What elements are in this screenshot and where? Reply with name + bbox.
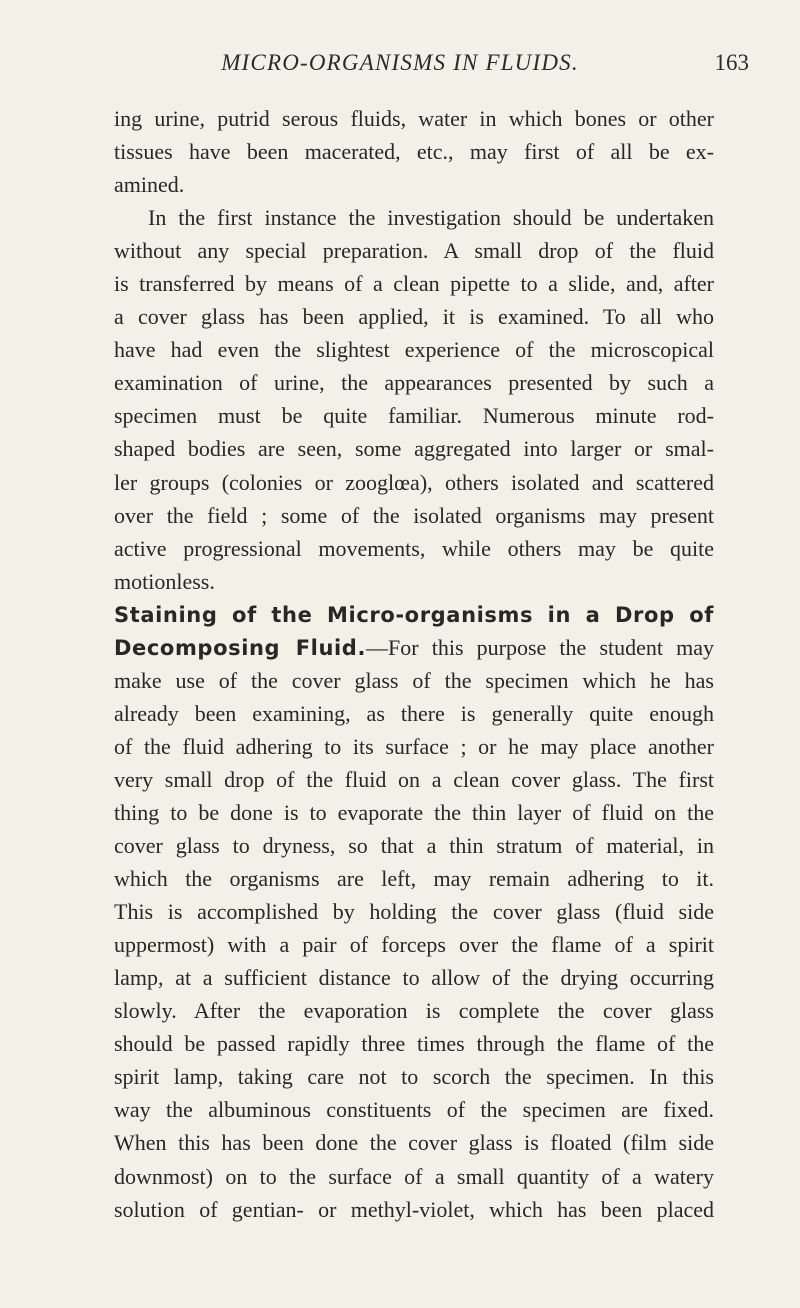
paragraph-3-opening: —For this purpose the student may — [366, 634, 714, 660]
section-heading — [114, 598, 714, 631]
text-line: examination of urine, the appearances presented by such a — [114, 370, 714, 396]
text-line: without any special preparation. A small drop of the fluid — [114, 238, 714, 264]
text-line: already been examining, as there is generally quite enough — [114, 700, 714, 726]
text-line: tissues have been macerated, etc., may first of all be ex- — [114, 139, 714, 165]
text-line: cover glass to dryness, so that a thin stratum of material, in — [114, 833, 714, 859]
text-line: way the albuminous constituents of the specimen are fixed. — [114, 1097, 714, 1123]
text-line: ler groups (colonies or zooglœa), others isolated and scattered — [114, 469, 714, 495]
text-line: of the fluid adhering to its surface ; or he may place another — [114, 733, 714, 759]
text-line: slowly. After the evaporation is complete the cover glass — [114, 998, 714, 1024]
text-line: should be passed rapidly three times through the flame of the — [114, 1031, 714, 1057]
text-line: lamp, at a sufficient distance to allow of the drying occurring — [114, 965, 714, 991]
running-head — [0, 50, 800, 90]
text-line: spirit lamp, taking care not to scorch the specimen. In this — [114, 1064, 714, 1090]
text-line: thing to be done is to evaporate the thin layer of fluid on the — [114, 799, 714, 825]
text-line: This is accomplished by holding the cover glass (fluid side — [114, 899, 714, 925]
text-line: which the organisms are left, may remain adhering to it. — [114, 866, 714, 892]
text-line: downmost) on to the surface of a small quantity of a watery — [114, 1163, 714, 1189]
text-line: motionless. — [114, 568, 215, 594]
text-line: When this has been done the cover glass is floated (film side — [114, 1130, 714, 1156]
text-line: solution of gentian- or methyl-violet, which has been placed — [114, 1196, 714, 1222]
text-line — [114, 631, 714, 664]
text-line: a cover glass has been applied, it is examined. To all who — [114, 304, 714, 330]
text-line: ing urine, putrid serous fluids, water in which bones or other — [114, 106, 714, 131]
text-line: is transferred by means of a clean pipette to a slide, and, after — [114, 271, 714, 297]
text-line: shaped bodies are seen, some aggregated into larger or smal- — [114, 436, 714, 462]
page-number: 163 — [714, 50, 749, 75]
text-line: specimen must be quite familiar. Numerous minute rod- — [114, 403, 714, 429]
text-line: have had even the slightest experience of the microscopical — [114, 337, 714, 363]
section-heading-line-2: Decomposing Fluid. — [114, 635, 367, 660]
text-line: amined. — [114, 172, 185, 198]
body-text — [114, 102, 714, 1226]
text-line: make use of the cover glass of the specimen which he has — [114, 667, 714, 693]
text-line: very small drop of the fluid on a clean cover glass. The first — [114, 766, 714, 792]
running-title: MICRO-ORGANISMS IN FLUIDS. — [221, 50, 579, 75]
text-line: uppermost) with a pair of forceps over the flame of a spirit — [114, 932, 714, 958]
text-line: active progressional movements, while others may be quite — [114, 535, 714, 561]
text-line: over the field ; some of the isolated organisms may present — [114, 502, 714, 528]
text-line: In the first instance the investigation should be undertaken — [148, 205, 714, 231]
section-heading-line-1: Staining of the Micro-organisms in a Drop of — [114, 602, 714, 627]
